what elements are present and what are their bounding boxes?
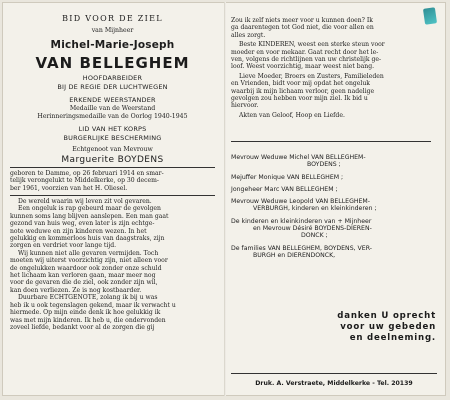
text-line: het lichaam kan verloren gaan, maar meer nog xyxy=(10,272,156,280)
thanks-line: danken U oprecht xyxy=(337,311,436,321)
title-line: Medaille van de Weerstand xyxy=(69,105,156,112)
title-line: BURGERLIJKE BESCHERMING xyxy=(63,134,162,142)
birth-line: telijk verongelukt te Middelkerke, op 30 decem- xyxy=(10,177,159,185)
family-block xyxy=(231,154,439,259)
spouse-name: Marguerite BOYDENS xyxy=(61,155,164,165)
text-line: en Vrienden, bidt voor mij opdat het ongeluk xyxy=(231,80,370,88)
text-line: note weduwe en zijn kinderen wezen. In het xyxy=(10,227,147,235)
thanks-block xyxy=(276,311,436,344)
family-line: De kinderen en kleinkinderen van + Mijnheer xyxy=(231,217,372,225)
title-line: BIJ DE REGIE DER LUCHTWEGEN xyxy=(57,83,168,91)
family-line: Mevrouw Weduwe Michel VAN BELLEGHEM- xyxy=(231,154,366,161)
divider xyxy=(231,141,431,142)
text-line: Duurbare ECHTGENOTE, zolang ik bij u was xyxy=(18,294,158,302)
memorial-card xyxy=(2,2,446,396)
text-line: gevolgen zou hebben voor mijn ziel. Ik bid u xyxy=(231,95,368,103)
text-line: Zou ik zelf niets meer voor u kunnen doen? Ik xyxy=(231,17,373,24)
printer-footer: Druk. A. Verstraete, Middelkerke - Tel. 20139 xyxy=(255,380,413,387)
text-line: alles zorgt. xyxy=(231,31,266,39)
text-block xyxy=(10,198,216,331)
thanks-line: voor uw gebeden xyxy=(340,322,436,332)
surname: VAN BELLEGHEM xyxy=(35,54,190,72)
text-line: ga daarentegen tot God niet, die voor allen en xyxy=(231,24,374,32)
text-line: waarbij ik mijn lichaam verloor, geen nadelige xyxy=(231,87,375,95)
birth-line: geboren te Damme, op 26 februari 1914 en smar- xyxy=(10,170,164,177)
first-names: Michel-Marie-Joseph xyxy=(50,39,175,51)
family-line: Mejuffer Monique VAN BELLEGHEM ; xyxy=(231,173,344,181)
text-line: Beste KINDEREN, weest een sterke steun voor xyxy=(239,41,385,49)
divider xyxy=(231,373,437,374)
text-line: was met mijn kinderen. Ik heb u, die ondervonden xyxy=(10,316,166,324)
divider xyxy=(10,167,215,168)
text-line: gezond van huis weg, even later is zijn echtge- xyxy=(10,220,155,228)
text-line: Lieve Moeder, Broers en Zusters, Familieleden xyxy=(239,72,384,80)
title-line: LID VAN HET KORPS xyxy=(78,125,147,133)
text-line: hiermede. Op mijn einde denk ik hoe gelukkig ik xyxy=(10,309,161,317)
text-line: Wij kunnen niet alle gevaren vermijden. Toch xyxy=(18,249,159,257)
family-line: VERBURGH, kinderen en kleinkinderen ; xyxy=(253,205,377,213)
family-line: Jongeheer Marc VAN BELLEGHEM ; xyxy=(231,185,338,193)
text-line: gelukkig en kommerloos huis van daagstraks, zijn xyxy=(10,235,165,243)
text-line: moeten wij uiterst voorzichtig zijn, niet alleen voor xyxy=(10,257,168,265)
title-line: Herinneringsmedaille van de Oorlog 1940-1945 xyxy=(37,113,188,120)
text-line: zoveel liefde, bedankt voor al de zorgen die gij xyxy=(10,323,155,331)
header-title: BID VOOR DE ZIEL xyxy=(62,14,163,23)
birth-line: ber 1961, voorzien van het H. Oliesel. xyxy=(10,184,128,192)
text-line: heb ik u ook tegenslagen gekend, maar ik verwacht u xyxy=(10,301,176,309)
text-line: kan doen verliezen. Ze is nog kostbaarder. xyxy=(10,286,142,294)
text-line: Een ongeluk is rap gebeurd maar de gevolgen xyxy=(18,205,161,213)
text-line: de ongelukken waardoor ook zonder onze schuld xyxy=(10,264,162,272)
text-line: ven, volgens de richtlijnen van uw christelijk ge- xyxy=(231,56,382,64)
family-line: en Mevrouw Désiré BOYDENS-DIEREN- xyxy=(253,225,372,233)
left-page xyxy=(2,2,223,396)
title-line: HOOFDARBEIDER xyxy=(82,74,143,82)
thanks-line: en deelneming. xyxy=(349,333,436,343)
divider xyxy=(10,195,215,196)
right-page xyxy=(227,2,442,396)
family-line: De families VAN BELLEGHEM, BOYDENS, VER- xyxy=(231,244,372,252)
text-block xyxy=(231,17,427,119)
text-line: hiervoor. xyxy=(231,102,259,110)
text-line: kunnen soms lang blijven aanslepen. Een man gaat xyxy=(10,212,169,220)
text-line: moeder en voor mekaar. Gaat recht door het le- xyxy=(231,48,379,56)
text-line: loof. Weest voorzichtig, maar weest niet bang. xyxy=(231,63,375,71)
text-line: Akten van Geloof, Hoop en Liefde. xyxy=(239,111,345,119)
family-line: Mevrouw Weduwe Leopold VAN BELLEGHEM- xyxy=(231,198,371,206)
text-line: zorgen en verdriet voor lange tijd. xyxy=(10,242,117,250)
family-line: BOYDENS ; xyxy=(307,161,341,169)
family-line: BURGH en DIERENDONCK, xyxy=(253,251,336,259)
intro-text: van Mijnheer xyxy=(91,27,134,34)
text-line: voor de gevaren die de ziel, ook zonder zijn wil, xyxy=(10,279,158,287)
spouse-intro: Echtgenoot van Mevrouw xyxy=(72,146,153,153)
title-line: ERKENDE WEERSTANDER xyxy=(69,96,156,104)
family-line: DONCK ; xyxy=(301,232,328,240)
card-fold xyxy=(224,2,226,396)
birth-block xyxy=(10,170,216,192)
text-line: De wereld waarin wij leven zit vol gevaren. xyxy=(18,198,152,205)
